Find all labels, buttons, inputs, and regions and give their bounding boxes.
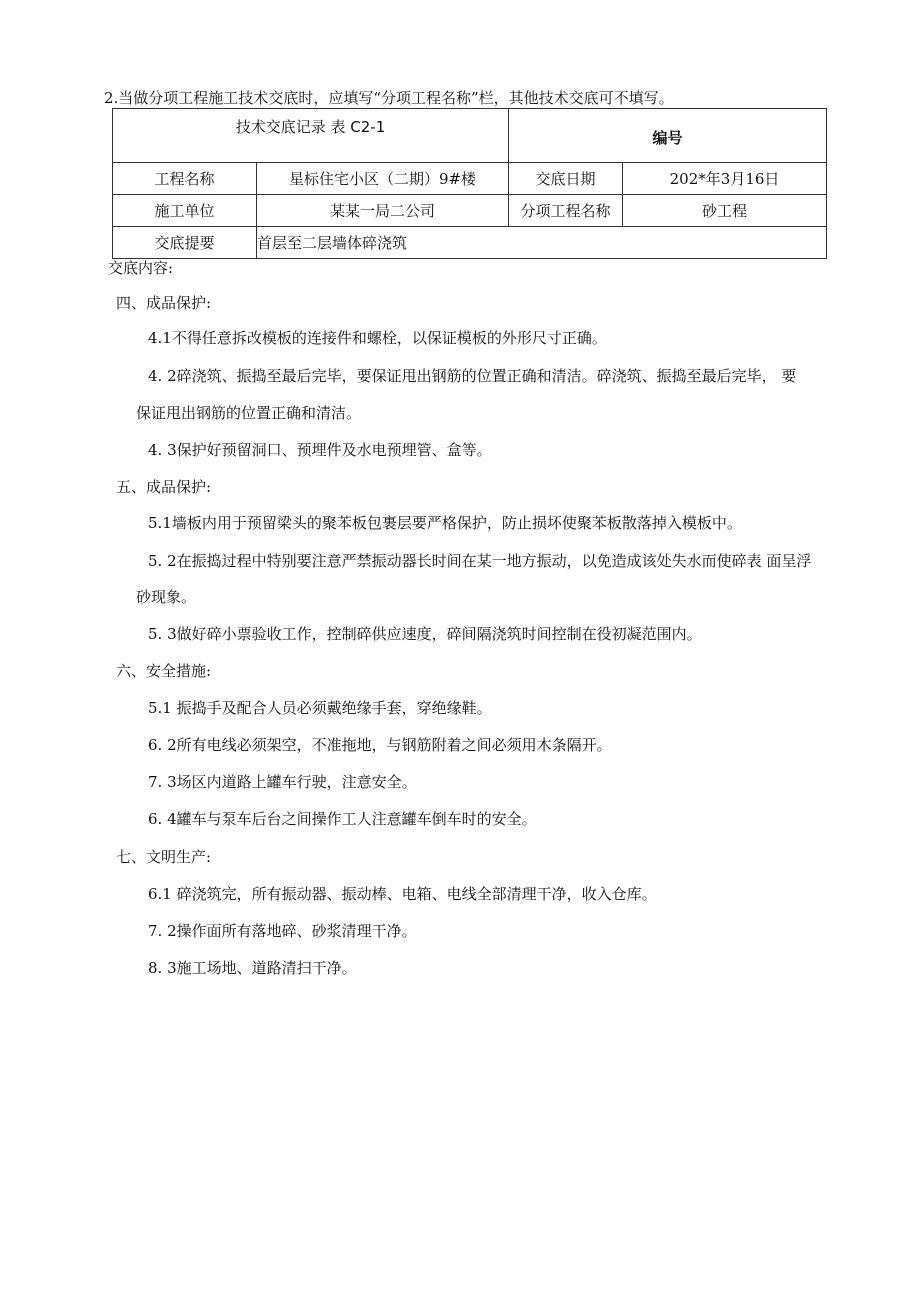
summary-value: 首层至二层墙体碎浇筑 [257,227,827,259]
project-name-value: 星标住宅小区（二期）9#楼 [257,163,509,195]
section-6-item-1: 5.1 振捣手及配合人员必须戴绝缘手套，穿绝缘鞋。 [148,699,492,717]
construction-unit-value: 某某一局二公司 [257,195,509,227]
section-6-heading: 六、安全措施: [116,662,212,680]
project-name-label: 工程名称 [113,163,257,195]
section-6-item-2: 6. 2所有电线必须架空，不准拖地，与钢筋附着之间必须用木条隔开。 [148,736,612,754]
section-6-item-4: 6. 4罐车与泵车后台之间操作工人注意罐车倒车时的安全。 [148,810,537,828]
subproject-name-value: 砂工程 [623,195,827,227]
top-note: 2.当做分项工程施工技术交底时，应填写“分项工程名称”栏，其他技术交底可不填写。 [104,89,674,107]
section-5-item-1: 5.1墙板内用于预留梁头的聚苯板包裹层要严格保护，防止损坏使聚苯板散落掉入模板中。 [148,514,742,532]
section-4-item-3: 4. 3保护好预留洞口、预埋件及水电预埋管、盒等。 [148,441,492,459]
section-7-item-1: 6.1 碎浇筑完，所有振动器、振动棒、电箱、电线全部清理干净，收入仓库。 [148,885,657,903]
section-4-heading: 四、成品保护: [116,294,212,312]
section-4-item-2: 4. 2碎浇筑、振捣至最后完毕，要保证甩出钢筋的位置正确和清洁。碎浇筑、振捣至最后完毕， 要 [148,367,797,385]
section-6-item-3: 7. 3场区内道路上罐车行驶，注意安全。 [148,773,417,791]
summary-label: 交底提要 [113,227,257,259]
construction-unit-label: 施工单位 [113,195,257,227]
section-5-item-2: 5. 2在振捣过程中特别要注意严禁振动器长时间在某一地方振动，以免造成该处失水而使碎表 面呈浮 [148,552,812,570]
section-5-item-2-cont: 砂现象。 [136,588,197,606]
section-4-item-2-cont: 保证甩出钢筋的位置正确和清洁。 [136,404,362,422]
number-label: 编号 [509,109,827,163]
section-7-heading: 七、文明生产: [116,848,212,866]
section-4-item-1: 4.1不得任意拆改模板的连接件和螺栓，以保证模板的外形尺寸正确。 [148,329,607,347]
section-7-item-3: 8. 3施工场地、道路清扫干净。 [148,959,357,977]
section-5-heading: 五、成品保护: [116,478,212,496]
section-5-item-3: 5. 3做好碎小票验收工作，控制碎供应速度，碎间隔浇筑时间控制在役初凝范围内。 [148,625,702,643]
disclosure-date-label: 交底日期 [509,163,623,195]
table-title: 技术交底记录 表 C2-1 [113,109,509,163]
section-7-item-2: 7. 2操作面所有落地碎、砂浆清理干净。 [148,922,417,940]
content-intro: 交底内容: [108,259,174,277]
subproject-name-label: 分项工程名称 [509,195,623,227]
disclosure-date-value: 202*年3月16日 [623,163,827,195]
